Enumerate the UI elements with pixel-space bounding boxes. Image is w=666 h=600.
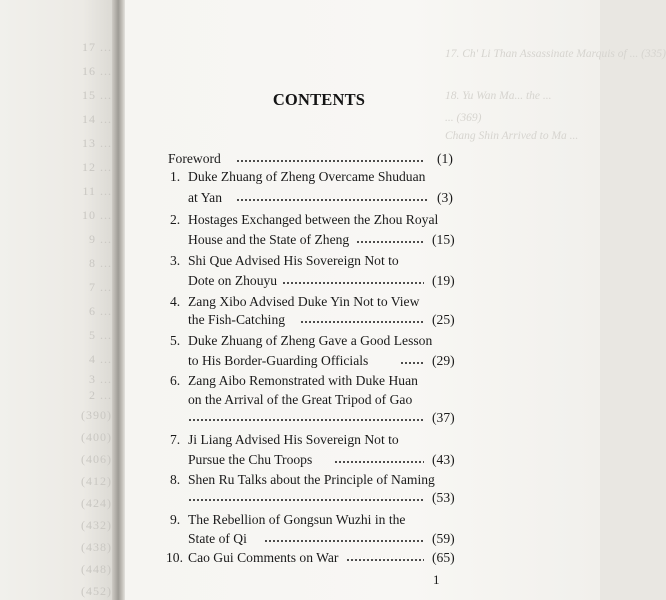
toc-entry-number: 8. <box>170 472 181 487</box>
left-page-line: 10 ... <box>82 208 112 222</box>
bleed-through-text: 17. Ch' Li Than Assassinate Marquis of ... (335) <box>445 48 666 60</box>
toc-page-ref: (3) <box>437 190 453 205</box>
toc-entry-number: 3. <box>170 253 181 268</box>
toc-entry-title: State of Qi <box>188 531 247 546</box>
toc-entry-number: 5. <box>170 333 181 348</box>
toc-page-ref: (1) <box>437 151 453 166</box>
left-page-line: 6 ... <box>89 304 112 318</box>
toc-entry-title: Zang Aibo Remonstrated with Duke Huan <box>188 373 418 388</box>
left-page-number: (412) <box>81 474 112 488</box>
bleed-through-text: Chang Shin Arrived to Ma ... <box>445 130 579 142</box>
left-page-line: 5 ... <box>89 328 112 342</box>
left-page-number: (452) <box>81 584 112 598</box>
left-page-line: 13 ... <box>82 136 112 150</box>
toc-entry-title: Duke Zhuang of Zheng Overcame Shuduan <box>188 169 426 184</box>
toc-entry-title: Pursue the Chu Troops <box>188 452 313 467</box>
toc-entry-title: Foreword <box>168 151 221 166</box>
left-page-number: (406) <box>81 452 112 466</box>
toc-leader-dots <box>356 240 424 244</box>
left-page-number: (448) <box>81 562 112 576</box>
bleed-through-text: 18. Yu Wan Ma... the ... <box>445 90 552 102</box>
toc-entry-title: Cao Gui Comments on War <box>188 550 339 565</box>
left-page-line: 7 ... <box>89 280 112 294</box>
toc-entry-title: on the Arrival of the Great Tripod of Gao <box>188 392 413 407</box>
left-page-line: 3 ... <box>89 372 112 386</box>
left-page <box>0 0 118 600</box>
left-page-line: 16 ... <box>82 64 112 78</box>
toc-page-ref: (59) <box>432 531 455 546</box>
toc-entry-title: Zang Xibo Advised Duke Yin Not to View <box>188 294 420 309</box>
toc-entry-title: Shi Que Advised His Sovereign Not to <box>188 253 399 268</box>
toc-leader-dots <box>236 198 429 202</box>
toc-leader-dots <box>188 418 424 422</box>
toc-leader-dots <box>236 159 424 163</box>
toc-entry-title: to His Border-Guarding Officials <box>188 353 369 368</box>
toc-leader-dots <box>188 498 424 502</box>
left-page-line: 8 ... <box>89 256 112 270</box>
toc-entry-title: Shen Ru Talks about the Principle of Naming <box>188 472 435 487</box>
left-page-line: 9 ... <box>89 232 112 246</box>
toc-entry-title: Ji Liang Advised His Sovereign Not to <box>188 432 399 447</box>
left-page-line: 14 ... <box>82 112 112 126</box>
bleed-through-text: ... (369) <box>445 112 482 124</box>
toc-entry-number: 9. <box>170 512 181 527</box>
toc-leader-dots <box>300 320 424 324</box>
toc-entry-number: 6. <box>170 373 181 388</box>
toc-page-ref: (25) <box>432 312 455 327</box>
toc-entry-title: Duke Zhuang of Zheng Gave a Good Lesson <box>188 333 433 348</box>
toc-entry-number: 2. <box>170 212 181 227</box>
toc-entry-number: 1. <box>170 169 181 184</box>
toc-leader-dots <box>400 361 424 365</box>
book-gutter <box>112 0 126 600</box>
toc-page-ref: (19) <box>432 273 455 288</box>
toc-entry-title: the Fish-Catching <box>188 312 286 327</box>
toc-entry-title: The Rebellion of Gongsun Wuzhi in the <box>188 512 406 527</box>
left-page-number: (432) <box>81 518 112 532</box>
toc-entry-number: 7. <box>170 432 181 447</box>
left-page-line: 17 ... <box>82 40 112 54</box>
left-page-number: (438) <box>81 540 112 554</box>
toc-page-ref: (53) <box>432 490 455 505</box>
toc-entry-number: 10. <box>166 550 183 565</box>
toc-page-ref: (37) <box>432 410 455 425</box>
left-page-line: 12 ... <box>82 160 112 174</box>
page-title: CONTENTS <box>272 90 366 109</box>
toc-leader-dots <box>334 460 424 464</box>
left-page-line: 4 ... <box>89 352 112 366</box>
toc-page-ref: (43) <box>432 452 455 467</box>
toc-entry-title: House and the State of Zheng <box>188 232 350 247</box>
left-page-line: 15 ... <box>82 88 112 102</box>
page-number: 1 <box>433 572 440 587</box>
toc-page-ref: (15) <box>432 232 455 247</box>
toc-leader-dots <box>282 281 424 285</box>
left-page-number: (390) <box>81 408 112 422</box>
toc-leader-dots <box>264 539 424 543</box>
toc-leader-dots <box>346 558 424 562</box>
left-page-line: 11 ... <box>82 184 112 198</box>
toc-entry-title: at Yan <box>188 190 222 205</box>
toc-entry-title: Dote on Zhouyu <box>188 273 278 288</box>
toc-entry-number: 4. <box>170 294 181 309</box>
toc-page-ref: (29) <box>432 353 455 368</box>
left-page-line: 2 ... <box>89 388 112 402</box>
left-page-number: (400) <box>81 430 112 444</box>
left-page-number: (424) <box>81 496 112 510</box>
toc-entry-title: Hostages Exchanged between the Zhou Royal <box>188 212 439 227</box>
toc-page-ref: (65) <box>432 550 455 565</box>
